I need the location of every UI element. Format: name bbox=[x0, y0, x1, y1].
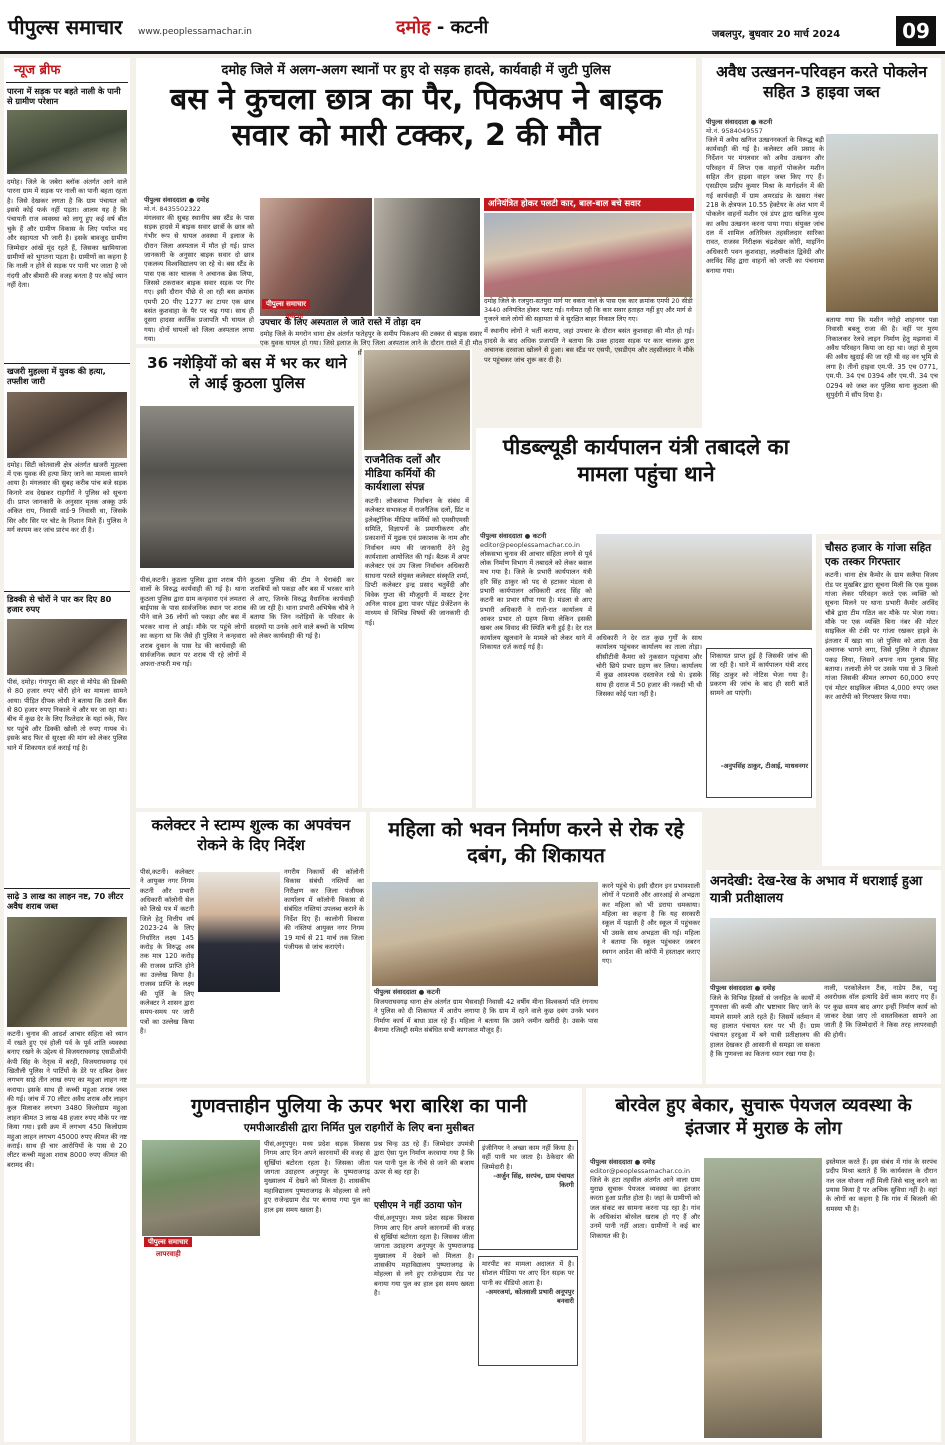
mahila-headline: महिला को भवन निर्माण करने से रोक रहे दबंग, की शिकायत bbox=[388, 817, 684, 867]
stamp-story bbox=[136, 812, 366, 1084]
brief-headline-2: खजरी मुहल्ला में युवक की हत्या, तफ्तीश जारी bbox=[4, 363, 130, 389]
car-overturn-headline: अनियंत्रित होकर पलटी कार, बाल-बाल बचे सवार bbox=[484, 198, 694, 211]
lead-photo-tag: पीपुल्स समाचार bbox=[262, 300, 310, 309]
workshop-body: कटनी। लोकसभा निर्वाचन के संबंध में कलेक्टर सभाकक्ष में राजनैतिक दलों, प्रिंट व इलेक्ट्रॉनिक मीडिया कर्मियों को एमसीएमसी समिति, विज्ञापनों के प्रमाणीकरण और प्रकाशनों में मुद्रक एवं प्रकाशक के नाम और निर्वाचन व्यय की जानकारी देने हेतु कार्यशाला आयोजित की गई। बैठक में अपर कलेक्टर एवं उप जिला निर्वाचन अधिकारी साधना परस्ते संयुक्त कलेक्टर संस्कृति शर्मा, डिप्टी कलेक्टर इन्द्र प्रसाद चतुर्वेदी और विवेक गुप्ता की मौजूदगी में मास्टर ट्रेनर अनिल यादव द्वारा पावर पॉइंट प्रेजेंटेशन के माध्यम से विभिन्न विषयों की जानकारी दी गई। bbox=[365, 496, 469, 627]
poclain-mobile: मो.नं. 9584049557 bbox=[706, 126, 763, 135]
kuthla-photo bbox=[140, 406, 354, 568]
lead-photo-hospital-2 bbox=[374, 198, 480, 316]
yatri-byline: पीपुल्स संवाददाता ● दमोह bbox=[710, 984, 776, 992]
puliya-body-3: पीसं,अनूपपुर। मध्य प्रदेश सड़क विकास निगम आए दिन अपने कारनामों की वजह से सुर्खियां बटोरता रहता है। जिसका जीता जागता उदाहरण अनूपपुर के पुष्पराजगढ़ मुख्यालय में देखने को मिलता है। शासकीय महाविद्यालय पुष्पराजगढ़ के मोहल्ला से लगे हुए राजेन्द्रग्राम रोड पर बनाया गया पुल का हाल इस समय खस्ता है। bbox=[374, 1214, 474, 1298]
workshop-headline: राजनैतिक दलों और मीडिया कर्मियों की कार्यशाला संपन्न bbox=[365, 454, 441, 494]
brief-photo-4 bbox=[7, 917, 127, 1027]
lead-strap: दमोह जिले में अलग-अलग स्थानों पर हुए दो सड़क हादसे, कार्यवाही में जुटी पुलिस bbox=[221, 63, 611, 78]
section-title: दमोह - कटनी bbox=[396, 17, 489, 38]
puliya-body: पीसं,अनूपपुर। मध्य प्रदेश सड़क विकास निगम आए दिन अपने कारनामों की वजह से सुर्खियां बटोरता रहता है। जिसका जीता जागता उदाहरण अनूपपुर के पुष्पराजगढ़ मुख्यालय में देखने को मिलता है। शासकीय महाविद्यालय पुष्पराजगढ़ के मोहल्ला से लगे हुए राजेन्द्रग्राम रोड पर बनाया गया पुल का हाल इस समय खस्ता है। bbox=[264, 1140, 370, 1214]
puliya-photo bbox=[142, 1140, 260, 1236]
brief-headline-4: साढ़े 3 लाख का लाहन नष्ट, 70 लीटर अवैध शराब जब्त bbox=[4, 888, 130, 914]
puliya-strap: एमपीआरडीसी द्वारा निर्मित पुल राहगीरों के लिए बना मुसीबत bbox=[243, 1121, 475, 1134]
poclain-photo bbox=[826, 134, 938, 312]
puliya-subtag: लापरवाही bbox=[156, 1250, 181, 1258]
pwd-byline: पीपुल्स संवाददाता ● कटनी bbox=[480, 532, 547, 540]
pwd-email[interactable]: editor@peoplessamachar.co.in bbox=[480, 540, 580, 549]
lead-photo-caption: उपचार के लिए अस्पताल ले जाते रास्ते में तोड़ा दम bbox=[260, 318, 421, 328]
brief-body-3: पीसं, दमोह। गंगापुरा की शहर से मोपेड की डिक्की से 80 हजार रुपए चोरी होने का मामला सामने आया। पीड़ित दीपक लोधी ने बताया कि उसने बैंक से 80 हजार रुपए निकाले थे और घर जा रहा था। बीच में कुछ देर के लिए रिश्तेदार के यहां रुके, फिर घर पहुंचे और डिक्की खोली तो रुपए गायब थे। इसके बाद फिर से सुरक्षा की मांग को लेकर पुलिस थाने में शिकायत दर्ज कराई गई है। bbox=[7, 678, 127, 752]
news-brief-column bbox=[4, 58, 130, 1442]
borewell-byline: पीपुल्स संवाददाता ● दमोह bbox=[590, 1158, 656, 1166]
stamp-headline: कलेक्टर ने स्टाम्प शुल्क का अपवंचन रोकने के दिए निर्देश bbox=[151, 816, 351, 854]
pwd-headline: पीडब्ल्यूडी कार्यपालन यंत्री तबादले का मामला पहुंचा थाने bbox=[502, 435, 790, 487]
lead-body: मंगलवार की सुबह स्थानीय बस स्टैंड के पास सड़क हादसे में बाइक सवार छात्रों के छात्र को गंभीर रूप से घायल अवस्था में इलाज के दौरान जिला अस्पताल में मौत हो गई। प्राप्त जानकारी के अनुसार बाइक सवार दो छात्र एकलव्य विश्वविद्यालय जा रहे थे। बस स्टैंड के पास एक कार चालक ने अचानक ब्रेक लिया, जिससे टकराकर बाइक सवार सड़क पर गिर गए। इसी दौरान पीछे से आ रही बस क्रमांक एमपी 20 पीए 1277 का टायर एक छात्र बसंत कुशवाहा के पैर पर चढ़ गया। साथ ही दूसरा हादसा कार्तिक प्रजापति भी घायल हो गया। दोनों घायलों को जिला अस्पताल लाया गया। bbox=[144, 213, 254, 344]
kuthla-body-2: कुठला पुलिस की टीम ने घेराबंदी कर शराबियों को पकड़ा और बस में भरकर थाने ले आए, जिनके विरुद्ध वैधानिक कार्यवाही की जा रही है। थाना प्रभारी अभिषेक चौबे ने बताया कि जिन नशेड़ियों के परिवार के सदस्यों या उनके आने वाले बच्चों के भविष्य को लेकर कार्यवाही की गई है। bbox=[250, 576, 354, 641]
brief-headline-1: पारना में सड़क पर बहते नाली के पानी से ग्रामीण परेशान bbox=[7, 85, 121, 106]
stamp-body-2: नगरीय निकायों की कॉलोनी विकास संबंधी नस्तियों का निरीक्षण कर जिला पंजीयक कार्यालय में कॉलोनी विकास से संबंधित नस्तियां उपलब्ध कराने के निर्देश दिए हैं। कालोनी विकास की नस्तियां आयुक्त नगर निगम 19 मार्च से 21 मार्च तक जिला पंजीयक से जांच कराएंगे। bbox=[284, 868, 364, 951]
lead-text-col-1 bbox=[144, 196, 254, 342]
ganja-headline: चौसठ हजार के गांजा सहित एक तस्कर गिरफ्तार bbox=[825, 542, 932, 568]
brief-headline-3: डिक्की से चोरों ने पार कर दिए 80 हजार रुपए bbox=[4, 591, 130, 617]
puliya-subhead: एसीएम ने नहीं उठाया फोन bbox=[374, 1201, 462, 1211]
car-overturn-body: में स्थानीय लोगों ने भर्ती कराया, जहां उपचार के दौरान बसंत कुशवाहा की मौत हो गई। हादसे के बाद अधिक प्रजापति ने बताया कि उक्त हादसा सड़क पर कार चालक द्वारा अचानक दरवाजा खोलने से हुआ। बस स्टैंड पर एसपी, एसडीएम और तहसीलदार ने मौके पर पहुंचकर जांच शुरू कर दी है। bbox=[484, 327, 694, 364]
newspaper-logo: पीपुल्स समाचार bbox=[8, 15, 123, 39]
mahila-photo bbox=[372, 882, 598, 986]
lead-photo-subtag: दुर्घटना bbox=[286, 312, 304, 320]
brief-photo-1 bbox=[7, 110, 127, 174]
workshop-story bbox=[362, 348, 472, 808]
puliya-body-2: प्रश्न चिन्ह उठ रहे हैं। जिम्मेदार उपमंत्री द्वारा ऐसा पुल निर्माण करवाया गया है कि पल पानी पुल के नीचे से जाने की बजाय ऊपर से बह रहा है। bbox=[374, 1140, 474, 1177]
news-brief-label: न्यूज ब्रीफ bbox=[14, 63, 61, 78]
car-overturn-photo bbox=[484, 213, 692, 297]
borewell-email[interactable]: editor@peoplessamachar.co.in bbox=[590, 1166, 690, 1175]
dateline: जबलपुर, बुधवार 20 मार्च 2024 bbox=[712, 29, 841, 40]
masthead bbox=[0, 0, 945, 54]
yatri-story bbox=[706, 870, 941, 1084]
brief-photo-2 bbox=[7, 392, 127, 458]
poclain-byline: पीपुल्स संवाददाता ● कटनी bbox=[706, 118, 773, 126]
kuthla-headline: 36 नशेड़ियों को बस में भर कर थाने ले आई कुठला पुलिस bbox=[147, 354, 347, 392]
puliya-headline: गुणवत्ताहीन पुलिया के ऊपर भरा बारिश का पानी bbox=[191, 1095, 527, 1117]
brief-body-4: कटनी। चुनाव की आदर्श आचार संहिता को ध्यान में रखते हुए एवं होली पर्व के पूर्व शांति व्यवस्था बनाए रखने के उद्देश्य से विजयराघवगढ़ एसडीओपी केपी सिंह के नेतृत्व में बरही, विजयराघवगढ़ एवं खितौली पुलिस ने पार्टियों के डेरे पर दबिश देकर लगभग साढ़े तीन लाख रुपए का महुआ लाहन नष्ट कराया। इसके साथ ही कच्ची महुआ शराब जब्त की गई। जांच में 70 लीटर अवैध शराब और लाहन कुल मिलाकर लगभग 3480 किलोग्राम महुआ लाहन कीमत 3 लाख 48 हजार रुपए मौके पर नष्ट किया गया। इसी क्रम में लगभग 450 किलोग्राम महुआ लाहन लगभग 45000 रुपए कीमत की नष्ट कराई। साथ ही चार आरोपियों के पास से 20 लीटर कच्ची महुआ शराब 8000 रुपए कीमत की बरामद की। bbox=[7, 1029, 127, 1169]
poclain-body: जिले में अवैध खनिज उत्खननकर्ता के विरूद्ध बड़ी कार्यवाही की गई है। कलेक्टर अवि प्रसाद के निर्देशन पर मंगलवार को अवैध उत्खनन और परिवहन में लिप्त एक वाहनों पोकलेन मशीन सहित तीन हाइवा वाहन जब्त किए गए हैं। एसडीएम प्रदीप कुमार मिश्रा के मार्गदर्शन में की गई कार्यवाही में ग्राम अमरडांड के खसरा नंबर 218 के क्षेत्रफल 10.55 हेक्टेयर के अंश भाग में पोकलेन वाहनों मशीन एवं डंपर द्वारा खनिज मुरम का अवैध उत्खनन करना पाया गया। संयुक्त जांच दल में शामिल अतिरिक्त तहसीलदार सारिका रावत, राजस्व निरीक्षक चंद्रशेखर कोरी, माइनिंग अधिकारी पवन कुशवाहा, लक्ष्मीकांत द्विवेदी और अरविंद सिंह द्वारा वाहनों को जप्ती का पंचनामा बनाया गया। bbox=[706, 135, 824, 275]
mahila-body: विजयराघवगढ़ थाना क्षेत्र अंतर्गत ग्राम भैसवाही निवासी 42 वर्षीय मीना विश्वकर्मा पति रंगनाथ ने पुलिस को दी शिकायत में आरोप लगाया है कि ग्राम में रहने वाले कुछ दबंग उनके भवन निर्माण कार्य में बाधा डाल रहे हैं। महिला ने बताया कि उसने जमीन खरीदी है। उसके पास बैनामा रजिस्ट्री समेत संबंधित सभी कागजात मौजूद हैं। bbox=[374, 998, 598, 1035]
borewell-body: जिले के हटा तहसील अंतर्गत आने वाला ग्राम मुराछ सुचारू पेयजल व्यवस्था का इंतजार करता हुआ प्रतीत होता है। जहां के ग्रामीणों को जल संकट का सामना करना पड़ रहा है। गांव के अधिकांश बोरवेल खराब हो गए हैं और उनमें पानी नहीं आता। ग्रामीणों ने कई बार शिकायत की है। bbox=[590, 1175, 700, 1240]
ganja-story bbox=[822, 540, 941, 866]
puliya-quote-box-2: मारपीट का मामला अदालत में है। सोशल मीडिया पर आए दिन सड़क पर पानी का वीडियो आता है। -अमरजमां, कोतवाली प्रभारी अनूपपुर बनवारी bbox=[478, 1256, 578, 1366]
puliya-tag: पीपुल्स समाचार bbox=[144, 1238, 192, 1247]
brief-photo-3 bbox=[7, 619, 127, 675]
workshop-photo bbox=[364, 350, 470, 450]
yatri-body: जिले के विभिन्न हिस्सों से जनहित के कार्यों में गुणवत्ता की कमी और भ्रष्टाचार किए जाने के मामले सामने आते रहते हैं। जिसमें वर्तमान में यह हालात पंचायत स्तर पर भी हैं। ग्राम पंचायत हरदुआ में बने यात्री प्रतीक्षालय की हालत देखकर ही आसानी से समझा जा सकता है कि गुणवत्ता का कितना ध्यान रखा गया है। bbox=[710, 994, 820, 1059]
borewell-story bbox=[586, 1088, 941, 1442]
kuthla-story bbox=[136, 348, 358, 808]
pwd-story bbox=[476, 428, 816, 808]
brief-body-2: दमोह। सिटी कोतवाली क्षेत्र अंतर्गत खजरी मुहल्ला में एक युवक की हत्या किए जाने का मामला सामने आया है। मंगलवार की सुबह करीब पांच बजे सड़क किनारे शव देखकर राहगीरों ने पुलिस को सूचना दी। प्राप्त जानकारी के अनुसार मृतक अक्कू उर्फ अंकित राय, निवासी वार्ड-9 निवासी था, जिसके सिर और सिर पर चोट के निशान मिले हैं। पुलिस ने मर्ग कायम कर जांच प्रारंभ कर दी है। bbox=[7, 460, 127, 535]
pwd-office-photo bbox=[596, 534, 812, 630]
brief-body-1: दमोह। जिले के जबेरा ब्लॉक अंतर्गत आने वाले पारना ग्राम में सड़क पर नाली का पानी बहता रहता है। जिसे देखकर लगता है कि ग्राम पंचायत को इससे कोई फर्क नहीं पड़ता। आलम यह है कि पंचायती राज व्यवस्था को लागू हुए कई वर्ष बीत चुके हैं और ग्रामीण विकास के लिए पर्याप्त मद और सहायता भी जारी है। इसके बावजूद ग्रामीण जिम्मेदार आंखें मूंद रहते हैं, जिसका खामियाजा ग्रामीणों को भुगतना पड़ता है। ग्रामीणों का कहना है कि नाली न होने से सड़क पर पानी भर जाता है जो गंदगी और बीमारी की वजह बनता है पर कोई ध्यान नहीं देता। bbox=[7, 178, 127, 289]
lead-story bbox=[136, 58, 696, 364]
puliya-quote-box-1: इंजीनियर ने अच्छा काम नहीं किया है। वहीं पानी भर जाता है। ठेकेदार की जिम्मेदारी है। -अर्जुन सिंह, सरपंच, ग्राम पंचायत किरगी bbox=[478, 1140, 578, 1250]
pwd-text bbox=[480, 532, 592, 806]
borewell-body-2: इस्तेमाल करते हैं। इस संबंध में गांव के सरपंच प्रदीप मिश्रा बताते हैं कि कार्यकाल के दौरान नल जल योजना नहीं मिली जिसे चालू करने का प्रयास किया है पर अभिक सुविधा नहीं है। वहां के लोगों का कहना है कि गांव में बिजली की समस्या भी है। bbox=[826, 1158, 937, 1213]
lead-photo-caption-body: दमोह जिले के मगरोन थाना क्षेत्र अंतर्गत फतेहपुर के समीप पिकअप की टक्कर से बाइक सवार एक युवक घायल हो गया। जिसे इलाज के लिए जिला अस्पताल लाने के दौरान रास्ते में ही मौत bbox=[260, 330, 482, 348]
site-url[interactable]: www.peoplessamachar.in bbox=[138, 27, 252, 37]
mahila-body-2: करने पहुंचे थे। इसी दौरान इन प्रभावशाली लोगों ने पटवारी और आरआई से अभद्रता कर महिला को भी डराया धमकाया। महिला का कहना है कि यह सरकारी स्कूल में पढ़ाती है और स्कूल में पहुंचकर भी उसके साथ अभद्रता की गई। महिला ने बताया कि स्कूल पहुंचकर जबरन स्थगन आदेश की कॉपी में हस्ताक्षर कराए गए। bbox=[602, 882, 700, 965]
puliya-col-3 bbox=[374, 1140, 474, 1438]
collector-photo bbox=[198, 872, 280, 992]
mahila-byline: पीपुल्स संवाददाता ● कटनी bbox=[374, 988, 441, 996]
car-overturn-caption: दमोह जिले के रजपुरा-सतपुरा मार्ग पर वकरा नाले के पास एक कार क्रमांक एमपी 20 सीडी 3440 अनियंत्रित होकर पलट गई। गनीमत रही कि कार सवार हताहत नहीं हुए और मार्ग से गुजरने वाले लोगों की सहायता से वे सुरक्षित बाहर निकाल लिए गए। bbox=[484, 297, 694, 327]
lead-mobile: मो.नं. 8435502322 bbox=[144, 204, 201, 213]
page-number: 09 bbox=[896, 16, 936, 46]
borewell-headline: बोरवेल हुए बेकार, सुचारू पेयजल व्यवस्था के इंतजार में मुराछ के लोग bbox=[615, 1095, 912, 1140]
lead-headline: बस ने कुचला छात्र का पैर, पिकअप ने बाइक सवार को मारी टक्कर, 2 की मौत bbox=[170, 81, 662, 153]
yatri-photo bbox=[710, 918, 936, 982]
poclain-body-2: बताया गया कि मशीन नरोहो शाहनगर पन्ना निवासी बबलू राजा की है। वहीं पर मुरम निकालकर रेलवे लाइन निर्माण हेतु मझगवां में अवैध परिवहन किया जा रहा था। जहां से मुरम की अवैध खुदाई की जा रही थी वह वन भूमि से लगा है। तीनों हाइवा एम.पी. 35 एच 0771, एम.पी. 34 एच 0394 और एम.पी. 34 एच 0294 को जब्त कर पुलिस थाना कुठला की सुपुर्दगी में सौंप दिया है। bbox=[826, 316, 938, 399]
pwd-body: लोकसभा चुनाव की आचार संहिता लगने से पूर्व लोक निर्माण विभाग में तबादले को लेकर बवाल मच गया है। जिले के प्रभारी कार्यपालन यंत्री हरि सिंह ठाकुर को पद से हटाकर मंडला से प्रभारी कार्यपालन अधिकारी शरद सिंह को कटनी का प्रभार सौंपा गया है। मंडला से आए प्रभारी अधिकारी ने रातों-रात कार्यालय में आकर प्रभार तो ग्रहण किया लेकिन इसकी खबर अब विवाद की स्थिति बनी हुई है। देर रात कार्यालय खुलवाने के मामले को लेकर थाने में शिकायत दर्ज कराई गई है। bbox=[480, 549, 592, 652]
kuthla-body: पीसं,कटनी। कुठला पुलिस द्वारा शराब पीने वालों के विरुद्ध कार्यवाही की गई है। थाना कुठला पुलिस द्वारा ग्राम कन्हवारा एवं लमतरा बाईपास के पास सार्वजनिक स्थान पर शराब पीने वाले 36 लोगों को पकड़ा और बस में भरकर थाना ले आई। मौके पर पहुंचे लोगों का कहना था कि जैसे ही पुलिस ने कन्हवारा शराब दुकान के पास रेड की कार्यवाही की सार्वजनिक स्थान पर शराब पी रहे लोगों में अफरा-तफरी मच गई। bbox=[140, 576, 246, 669]
puliya-story bbox=[136, 1088, 582, 1442]
yatri-headline: अनदेखी: देख-रेख के अभाव में धराशाई हुआ यात्री प्रतीक्षालय bbox=[710, 874, 923, 906]
mahila-story bbox=[370, 812, 702, 1084]
lead-byline: पीपुल्स संवाददाता ● दमोह bbox=[144, 196, 210, 204]
borewell-photo bbox=[704, 1158, 822, 1438]
pwd-body-2: अधिकारी ने देर रात कुछ गुर्गों के साथ कार्यालय पहुंचकर कार्यालय का ताला तोड़ा। सीसीटीवी कैमरा को नुकसान पहुंचाया और चोरी छिपे प्रभार ग्रहण कर लिया। कार्यालय में कुछ आवश्यक दस्तावेज रखे थे। इसके साथ ही दराज में 50 हजार की नकदी भी थी जिसका कोई पता नहीं है। bbox=[596, 634, 702, 699]
yatri-body-2: नाली, परकोलेशन टैंक, नाडेप टैंक, पशु अवरोधक वॉल इत्यादि ढेरों काम कराए गए हैं। पर कुछ समय बाद अगर इन्हीं निर्माण कार्य को जाकर देखा जाए तो वास्तविकता सामने आ जाती है कि जिम्मेदारों ने किस तरह लापरवाही की होगी। bbox=[824, 984, 937, 1039]
pwd-quote-box bbox=[706, 648, 812, 798]
borewell-text bbox=[590, 1158, 700, 1438]
pwd-quote-sign: -अनुपसिंह ठाकुर, टीआई, माधवनगर bbox=[720, 762, 808, 770]
car-overturn-box bbox=[484, 198, 694, 364]
pwd-quote: शिकायत प्राप्त हुई है जिसकी जांच की जा रही है। थाने में कार्यपालन यंत्री शरद सिंह ठाकुर को नोटिस भेजा गया है। प्रकरण की जांच के बाद ही सारी बातें सामने आ पाएंगी। bbox=[710, 652, 808, 698]
poclain-headline: अवैध उत्खनन-परिवहन करते पोकलेन सहित 3 हाइवा जब्त bbox=[716, 63, 927, 102]
stamp-body: पीसं,कटनी। कलेक्टर ने आयुक्त नगर निगम कटनी और प्रभारी अधिकारी कॉलोनी सेल को लिखे पत्र में कटनी जिले हेतु वित्तीय वर्ष 2023-24 के लिए निर्धारित लक्ष्य 145 करोड़ के विरुद्ध अब तक मात्र 120 करोड़ की राजस्व प्राप्ति होने का उल्लेख किया है। राजस्व प्राप्ति के लक्ष्य की पूर्ति के लिए कलेक्टर ने शासन द्वारा समय-समय पर जारी पत्रों का उल्लेख किया है। bbox=[140, 868, 194, 1036]
puliya-quotes bbox=[478, 1140, 578, 1438]
ganja-body: कटनी। थाना क्षेत्र कैमोर के ग्राम सलैया विजय रोड पर मुखबिर द्वारा सूचना मिली कि एक युवक गांजा लेकर परिवहन करते एक व्यक्ति को सूचना मिलने पर थाना प्रभारी कैमोर अरविंद चौबे द्वारा टीम गठित कर मौके पर भेजा गया। मौके पर एक व्यक्ति बिना नंबर की मोटर साइकिल की टंकी पर गांजा रखकर हाइवे के इंतजार में खड़ा था। जो पुलिस को आता देख अचानक भागने लगा, जिसे पुलिस ने दौड़ाकर पकड़ लिया, जिसने अपना नाम गुलाब सिंह बताया। तलाशी लेने पर उसके पास से 3 किलो गांजा जिसकी कीमत लगभग 60,000 रुपए एवं मोटर साइकिल कीमत 4,000 रुपए जब्त कर आरोपी को गिरफ्तार किया गया। bbox=[825, 571, 938, 701]
